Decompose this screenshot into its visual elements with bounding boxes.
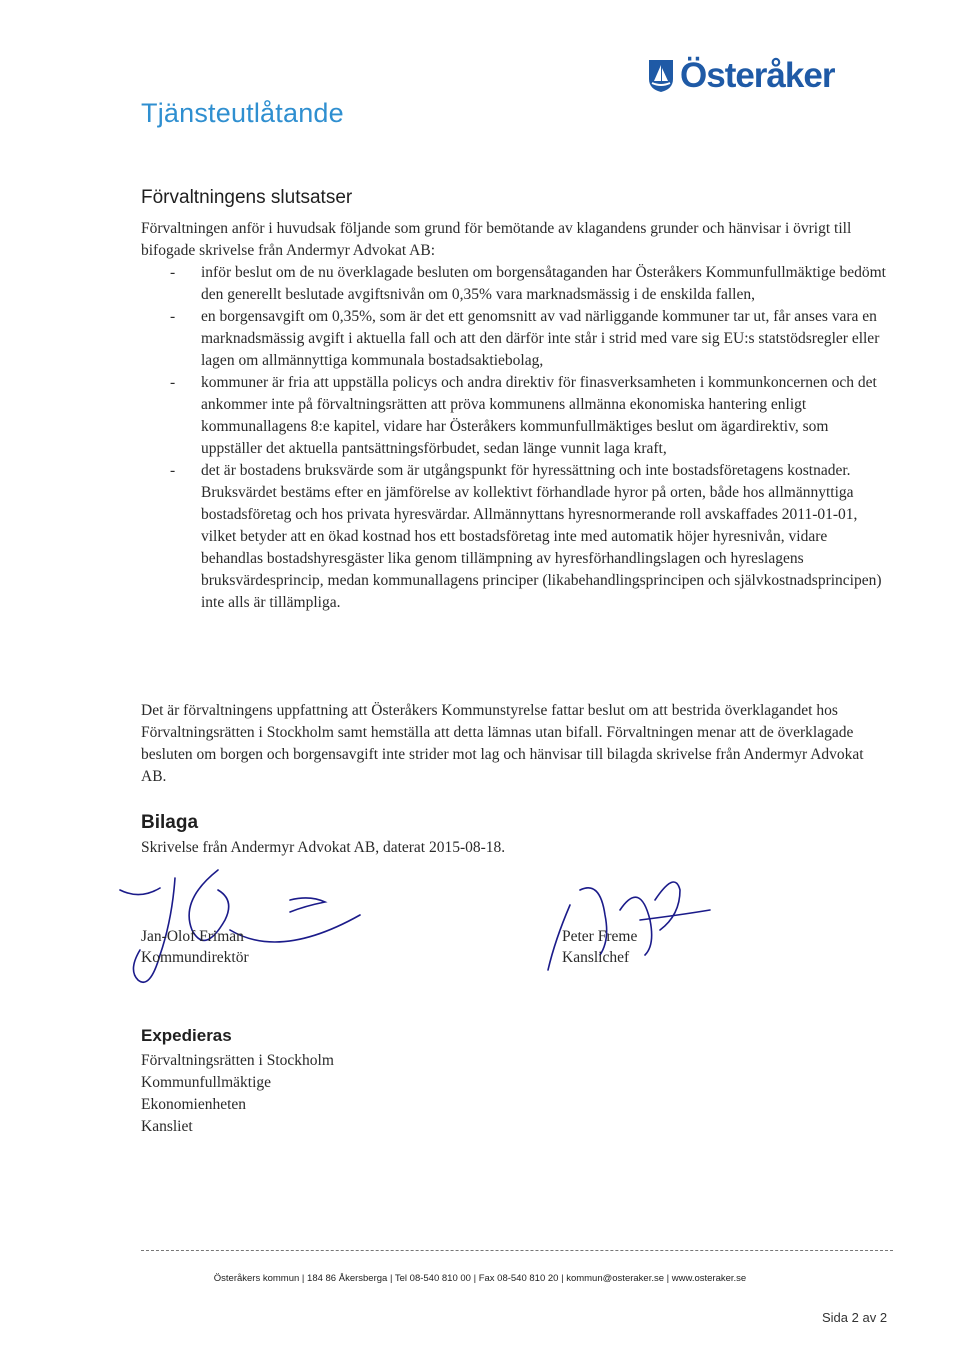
signature-block-2 [562, 926, 637, 968]
list-item-text: en borgensavgift om 0,35%, som är det ett genomsnitt av vad närliggande kommuner tar ut, får anses vara en marknadsmässig avgift i aktuella fall och att den därför inte står i strid med vare sig EU:s statstödsregler eller lagen om allmännyttiga kommunala bostadsaktiebolag, [201, 308, 880, 369]
bullet-marker: - [170, 308, 176, 325]
section-heading: Förvaltningens slutsatser [141, 187, 353, 208]
list-item [170, 262, 890, 306]
signatory-name: Peter Freme [562, 928, 638, 945]
bilaga-heading: Bilaga [141, 812, 199, 833]
footer-divider [141, 1250, 893, 1251]
bilaga-text: Skrivelse från Andermyr Advokat AB, daterat 2015-08-18. [141, 839, 506, 856]
list-item: Kansliet [141, 1118, 193, 1135]
list-item-text: inför beslut om de nu överklagade besluten om borgensåtaganden har Österåkers Kommunfullmäktige bedömt den generellt beslutade avgiftsnivån om 0,35% vara marknadsmässig i de enskilda fallen, [201, 264, 886, 303]
conclusion-bullet-list [170, 262, 890, 614]
expedieras-heading: Expedieras [141, 1026, 232, 1045]
document-type-title: Tjänsteutlåtande [141, 98, 344, 128]
footer-contact: Österåkers kommun | 184 86 Åkersberga | Tel 08-540 810 00 | Fax 08-540 810 20 | kommun@osteraker.se | www.osteraker.se [213, 1273, 747, 1284]
page-number: Sida 2 av 2 [822, 1310, 888, 1325]
list-item-text: kommuner är fria att uppställa policys och andra direktiv för finasverksamheten i kommunkoncernen och det ankommer inte på förvaltningsrätten att pröva kommunens allmänna ekonomiska hantering enligt kommunallagens 8:e kapitel, vidare har Österåkers kommunfullmäktiges beslut om ägardirektiv, som uppställer det aktuella pantsättningsförbudet, sedan länge vunnit laga kraft, [201, 374, 877, 457]
list-item [170, 460, 890, 614]
bullet-marker: - [170, 374, 176, 391]
signatory-title: Kanslichef [562, 949, 630, 966]
logo-text: Österåker [680, 56, 835, 95]
osteraker-logo [648, 54, 858, 98]
list-item [170, 306, 890, 372]
list-item [170, 372, 890, 460]
list-item-text: det är bostadens bruksvärde som är utgångspunkt för hyressättning och inte bostadsföretagens kostnader. Bruksvärdet bestäms efter en jämförelse av kollektivt förhandlade hyror på orten, både hos allmännyttiga bostadsföretag och hos privata hyresvärdar. Allmännyttans hyresnormerande roll avskaffades 2011-01-01, vilket betyder att en ökad kostnad hos ett bostadsföretag inte med automatik höjer hyresnivån, vidare behandlas bostadshyresgäster lika genom tillämpning av hyresförhandlingslagen och hyreslagens bruksvärdesprincip, medan kommunallagens principer (likabehandlingsprincipen och självkostnadsprincipen) inte alls är tillämpliga. [201, 462, 882, 611]
signatory-title: Kommundirektör [141, 949, 249, 966]
signature-block-1 [141, 926, 249, 968]
bullet-marker: - [170, 462, 176, 479]
list-item: Förvaltningsrätten i Stockholm [141, 1052, 334, 1069]
list-item: Ekonomienheten [141, 1096, 247, 1113]
municipality-shield-icon [648, 59, 674, 93]
recipient-list [141, 1050, 334, 1138]
signatory-name: Jan-Olof Friman [141, 928, 244, 945]
intro-paragraph: Förvaltningen anför i huvudsak följande som grund för bemötande av klagandens grunder och hänvisar i övrigt till bifogade skrivelse från Andermyr Advokat AB: [141, 220, 852, 259]
conclusion-paragraph: Det är förvaltningens uppfattning att Österåkers Kommunstyrelse fattar beslut om att bestrida överklagandet hos Förvaltningsrätten i Stockholm samt hemställa att detta lämnas utan bifall. Förvaltningen menar att de överklagade besluten om borgen och borgensavgift inte strider mot lag och hänvisar till bilagda skrivelse från Andermyr Advokat AB. [141, 702, 864, 785]
list-item: Kommunfullmäktige [141, 1074, 272, 1091]
bullet-marker: - [170, 264, 176, 281]
